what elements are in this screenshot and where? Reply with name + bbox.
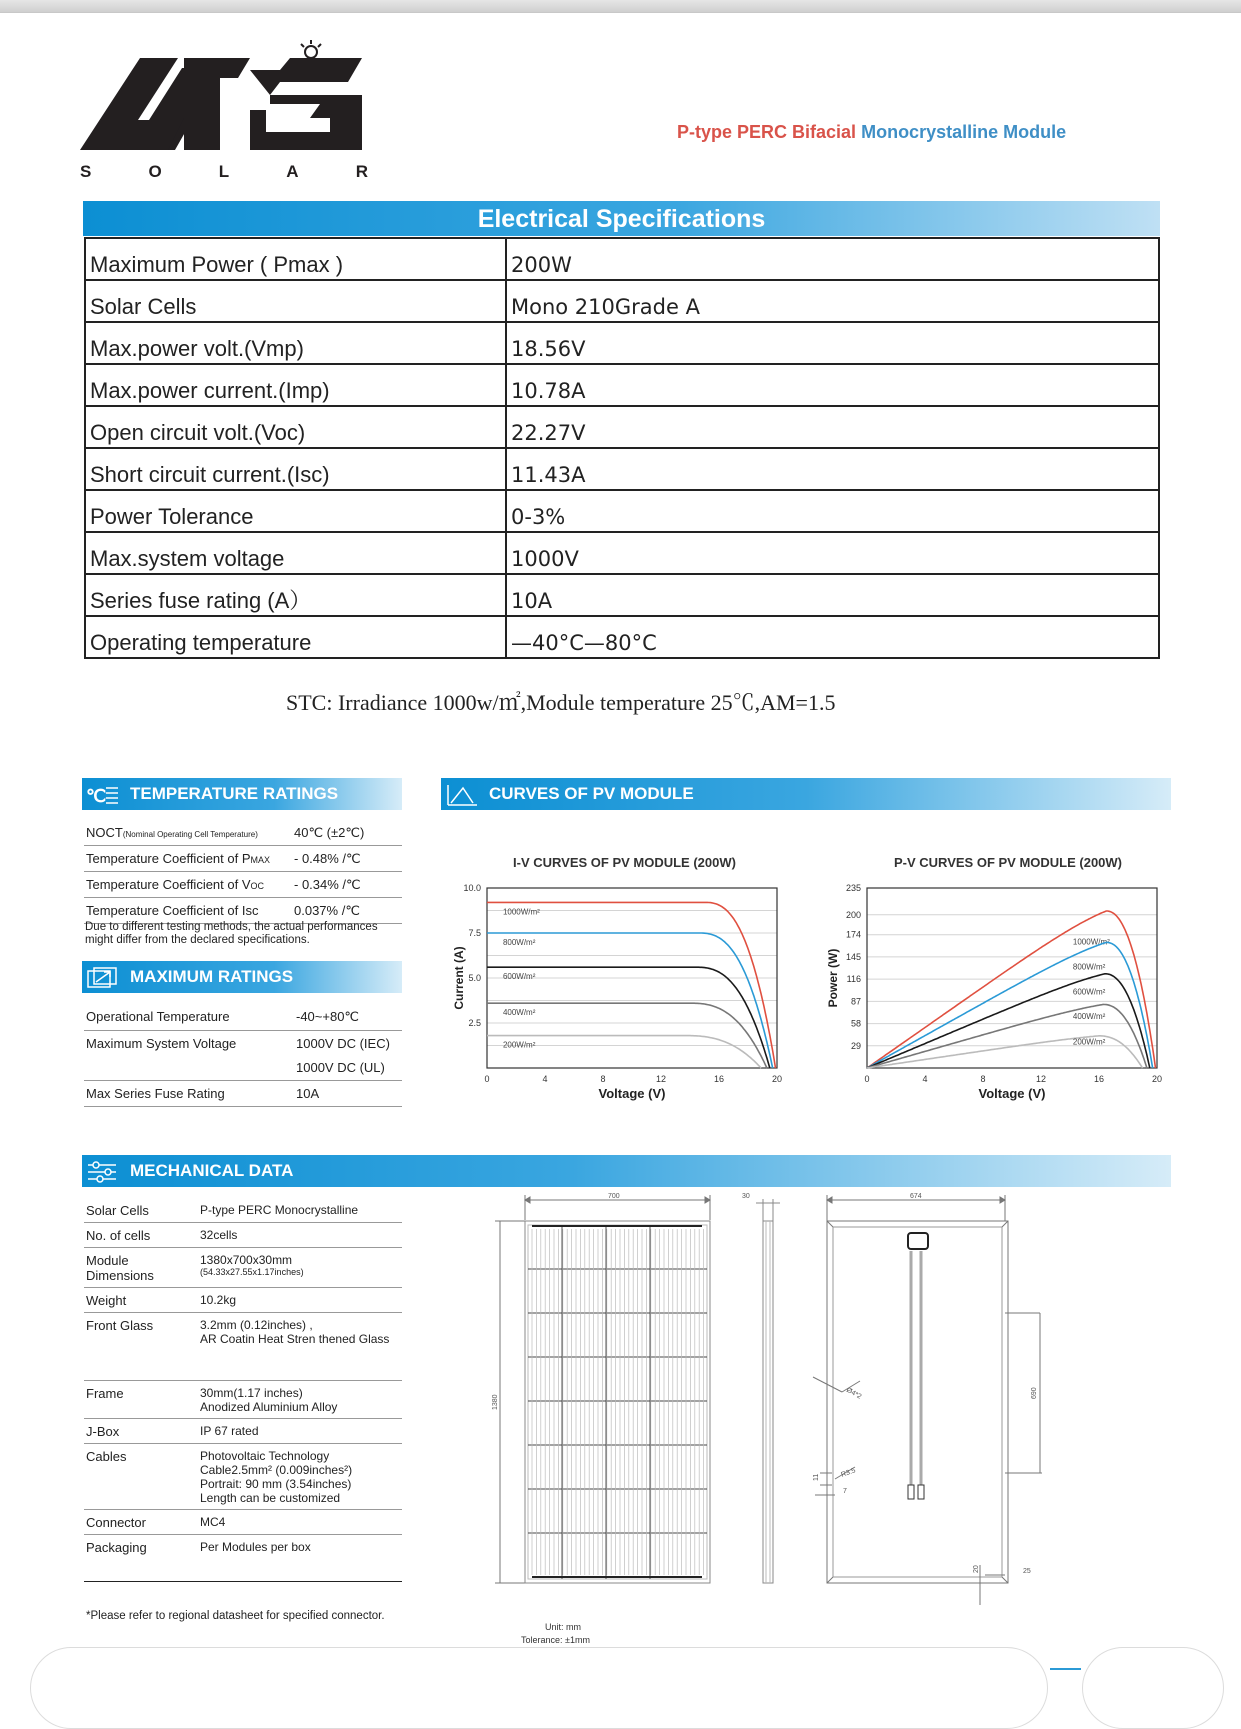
spec-value: 0-3% bbox=[506, 490, 1159, 532]
spec-row bbox=[85, 616, 1159, 658]
tagline-letter: A bbox=[286, 162, 299, 181]
temperature-value: 0.037% /℃ bbox=[294, 903, 360, 918]
maximum-ratings-header bbox=[82, 961, 402, 993]
spec-label: Maximum Power ( Pmax ) bbox=[85, 238, 506, 280]
temperature-value: 40℃ (±2℃) bbox=[294, 825, 365, 840]
mechanical-row bbox=[84, 1444, 402, 1510]
spec-value: 10.78A bbox=[506, 364, 1159, 406]
series-label: 400W/m² bbox=[1072, 1012, 1106, 1022]
temperature-ratings-header bbox=[82, 778, 402, 810]
spec-row bbox=[85, 238, 1159, 280]
mechanical-value-line: 10.2kg bbox=[200, 1293, 237, 1307]
spec-label: Short circuit current.(Isc) bbox=[85, 448, 506, 490]
mechanical-value-line: 30mm(1.17 inches) bbox=[200, 1386, 303, 1400]
y-tick-label: 145 bbox=[845, 951, 861, 962]
spec-label: Operating temperature bbox=[85, 616, 506, 658]
spec-label: Power Tolerance bbox=[85, 490, 506, 532]
y-axis-label: Current (A) bbox=[452, 946, 466, 1010]
mechanical-value bbox=[200, 1203, 404, 1218]
mechanical-value-line: 32cells bbox=[200, 1228, 238, 1242]
mechanical-value-line: 3.2mm (0.12inches) , bbox=[200, 1318, 313, 1332]
temperature-row bbox=[84, 846, 402, 872]
mechanical-value-line: Per Modules per box bbox=[200, 1540, 311, 1554]
spec-row bbox=[85, 532, 1159, 574]
mechanical-value bbox=[200, 1449, 404, 1505]
spec-value: 1000V bbox=[506, 532, 1159, 574]
temperature-ratings-title: TEMPERATURE RATINGS bbox=[130, 784, 339, 803]
spec-label: Max.power current.(Imp) bbox=[85, 364, 506, 406]
maximum-ratings-list bbox=[84, 1004, 402, 1107]
mechanical-row bbox=[84, 1198, 402, 1223]
spec-row bbox=[85, 574, 1159, 616]
series-label: 800W/m² bbox=[1072, 962, 1106, 972]
series-label: 600W/m² bbox=[502, 972, 536, 982]
series-line-600 bbox=[487, 967, 770, 1068]
dim-25-label: 25 bbox=[1023, 1568, 1031, 1575]
spec-row bbox=[85, 364, 1159, 406]
dim-back-width-label: 674 bbox=[910, 1193, 922, 1200]
spec-value: —40°C—80°C bbox=[506, 616, 1159, 658]
x-tick-label: 12 bbox=[1035, 1074, 1047, 1084]
mechanical-value-line: Portrait: 90 mm (3.54inches) bbox=[200, 1477, 352, 1491]
mechanical-value bbox=[200, 1386, 404, 1414]
maximum-ratings-title: MAXIMUM RATINGS bbox=[130, 967, 294, 986]
mechanical-value-line: 1380x700x30mm bbox=[200, 1253, 293, 1267]
x-tick-label: 16 bbox=[713, 1074, 725, 1084]
y-tick-label: 58 bbox=[850, 1018, 861, 1029]
mechanical-label: Packaging bbox=[86, 1540, 147, 1555]
bottom-accent-line bbox=[1050, 1668, 1081, 1670]
svg-text:℃: ℃ bbox=[86, 785, 107, 806]
spec-value: 18.56V bbox=[506, 322, 1159, 364]
maximum-value bbox=[296, 1009, 359, 1025]
mechanical-label: Solar Cells bbox=[86, 1203, 149, 1218]
dim-20-label: 20 bbox=[973, 1565, 980, 1573]
mechanical-label: J-Box bbox=[86, 1424, 120, 1439]
pv-chart-title: P-V CURVES OF PV MODULE (200W) bbox=[894, 855, 1123, 870]
stc-note: STC: Irradiance 1000w/㎡,Module temperature 25℃,AM=1.5 bbox=[286, 690, 836, 715]
curves-title: CURVES OF PV MODULE bbox=[489, 784, 694, 803]
temperature-note: Due to different testing methods, the actual performances might differ from the declared specifications. bbox=[85, 921, 378, 946]
maximum-label: Operational Temperature bbox=[86, 1009, 230, 1024]
sliders-icon bbox=[86, 1159, 120, 1185]
mechanical-value-line: IP 67 rated bbox=[200, 1424, 259, 1438]
series-label: 1000W/m² bbox=[502, 907, 540, 917]
mechanical-row bbox=[84, 1248, 402, 1288]
dim-depth-label: 30 bbox=[742, 1193, 750, 1200]
module-drawing bbox=[480, 1185, 1060, 1655]
y-tick-label: 116 bbox=[846, 974, 861, 985]
x-tick-label: 0 bbox=[864, 1074, 870, 1084]
temperature-label-text: NOCT bbox=[86, 825, 123, 840]
series-label: 200W/m² bbox=[1072, 1037, 1106, 1047]
mechanical-row bbox=[84, 1510, 402, 1535]
temperature-label-text: Temperature Coefficient of V bbox=[86, 877, 251, 892]
y-tick-label: 7.5 bbox=[468, 928, 481, 938]
tagline-letter: L bbox=[218, 162, 230, 181]
spec-label: Open circuit volt.(Voc) bbox=[85, 406, 506, 448]
spec-label: Series fuse rating (A） bbox=[85, 574, 506, 616]
y-tick-label: 29 bbox=[850, 1040, 861, 1051]
x-axis-label: Voltage (V) bbox=[598, 1086, 666, 1101]
product-subtitle bbox=[677, 122, 1066, 143]
spec-value: 200W bbox=[506, 238, 1159, 280]
mechanical-value-line: Length can be customized bbox=[200, 1491, 341, 1505]
mechanical-value bbox=[200, 1515, 404, 1530]
y-tick-label: 174 bbox=[845, 929, 861, 940]
thermometer-icon bbox=[86, 782, 120, 808]
dim-hole-label: Ø4*2 bbox=[845, 1386, 863, 1401]
electrical-specs-header: Electrical Specifications bbox=[83, 201, 1160, 236]
temperature-label bbox=[86, 825, 294, 841]
drawing-unit: Unit: mm bbox=[545, 1622, 581, 1632]
series-label: 200W/m² bbox=[502, 1040, 536, 1050]
mechanical-label: Frame bbox=[86, 1386, 124, 1401]
mechanical-value-line: MC4 bbox=[200, 1515, 226, 1529]
mechanical-row bbox=[84, 1223, 402, 1248]
y-tick-label: 235 bbox=[845, 883, 861, 893]
pv-chart bbox=[808, 880, 1188, 1110]
maximum-value-line: 1000V DC (IEC) bbox=[296, 1036, 390, 1051]
curve-icon bbox=[445, 782, 479, 808]
mechanical-label: Module Dimensions bbox=[86, 1253, 154, 1283]
temperature-value: - 0.48% /℃ bbox=[294, 851, 361, 866]
mechanical-value bbox=[200, 1424, 404, 1439]
spec-row bbox=[85, 322, 1159, 364]
maximum-row bbox=[84, 1004, 402, 1031]
y-axis-label: Power (W) bbox=[826, 948, 840, 1008]
tagline-letter: R bbox=[355, 162, 368, 181]
maximum-value-line: 10A bbox=[296, 1086, 320, 1101]
x-tick-label: 16 bbox=[1093, 1074, 1105, 1084]
mechanical-value-line: (54.33x27.55x1.17inches) bbox=[200, 1267, 304, 1277]
spec-label: Solar Cells bbox=[85, 280, 506, 322]
temperature-label-text: Temperature Coefficient of P bbox=[86, 851, 251, 866]
spec-value: Mono 210Grade A bbox=[506, 280, 1159, 322]
electrical-specs-table bbox=[84, 237, 1160, 659]
spec-row bbox=[85, 280, 1159, 322]
y-tick-label: 87 bbox=[850, 996, 861, 1007]
mechanical-footnote: *Please refer to regional datasheet for specified connector. bbox=[86, 1610, 385, 1622]
x-tick-label: 4 bbox=[542, 1074, 548, 1084]
maximum-value-line: -40~+80℃ bbox=[296, 1009, 360, 1024]
temperature-value: - 0.34% /℃ bbox=[294, 877, 361, 892]
mechanical-label: No. of cells bbox=[86, 1228, 151, 1243]
back-view bbox=[813, 1195, 1042, 1605]
series-label: 600W/m² bbox=[1072, 987, 1106, 997]
x-tick-label: 8 bbox=[980, 1074, 986, 1084]
mechanical-label: Front Glass bbox=[86, 1318, 154, 1333]
mechanical-value bbox=[200, 1318, 404, 1376]
mechanical-data-title: MECHANICAL DATA bbox=[130, 1161, 294, 1180]
series-label: 800W/m² bbox=[502, 938, 536, 947]
x-tick-label: 20 bbox=[1151, 1074, 1163, 1084]
x-tick-label: 0 bbox=[484, 1074, 490, 1084]
mechanical-value-line: Cable2.5mm² (0.009inches²) bbox=[200, 1463, 353, 1477]
mechanical-value-line: Anodized Aluminium Alloy bbox=[200, 1400, 338, 1414]
spec-row bbox=[85, 448, 1159, 490]
dim-height-label: 1380 bbox=[492, 1394, 499, 1410]
x-axis-label: Voltage (V) bbox=[978, 1086, 1046, 1101]
temperature-label-text: Temperature Coefficient of Isc bbox=[86, 903, 259, 918]
bottom-panel[interactable] bbox=[30, 1647, 1048, 1729]
series-label: 400W/m² bbox=[502, 1008, 536, 1018]
subtitle-blue: Monocrystalline Module bbox=[861, 122, 1067, 142]
y-tick-label: 2.5 bbox=[468, 1018, 481, 1028]
iv-chart bbox=[430, 880, 800, 1110]
x-tick-label: 4 bbox=[922, 1074, 928, 1084]
mechanical-divider bbox=[84, 1581, 402, 1582]
series-line-600 bbox=[867, 974, 1150, 1068]
temperature-row bbox=[84, 820, 402, 846]
maximum-value-line: 1000V DC (UL) bbox=[296, 1060, 385, 1075]
browser-top-bar bbox=[0, 0, 1241, 13]
temperature-label-sub: (Nominal Operating Cell Temperature) bbox=[122, 830, 258, 839]
mechanical-value bbox=[200, 1293, 404, 1308]
spec-label: Max.system voltage bbox=[85, 532, 506, 574]
spec-value: 10A bbox=[506, 574, 1159, 616]
temperature-label bbox=[86, 877, 294, 893]
maximum-label: Max Series Fuse Rating bbox=[86, 1086, 225, 1101]
maximum-row bbox=[84, 1031, 402, 1081]
drawing-tolerance: Tolerance: ±1mm bbox=[521, 1635, 590, 1645]
mechanical-value bbox=[200, 1253, 404, 1283]
iv-chart-title: I-V CURVES OF PV MODULE (200W) bbox=[513, 855, 736, 870]
dim-7-label: 7 bbox=[843, 1488, 847, 1495]
mechanical-label: Weight bbox=[86, 1293, 127, 1308]
mechanical-label: Cables bbox=[86, 1449, 127, 1464]
mechanical-data-header bbox=[82, 1155, 1171, 1187]
temperature-label bbox=[86, 851, 294, 867]
mechanical-value-line: Photovoltaic Technology bbox=[200, 1449, 330, 1463]
temperature-label-sub: MAX bbox=[250, 855, 271, 865]
tagline-letter: O bbox=[148, 162, 162, 181]
tagline-letter: S bbox=[80, 162, 92, 181]
mechanical-value-line: AR Coatin Heat Stren thened Glass bbox=[200, 1332, 390, 1346]
temperature-ratings-list bbox=[84, 820, 402, 924]
spec-label: Max.power volt.(Vmp) bbox=[85, 322, 506, 364]
logo-tagline bbox=[80, 162, 368, 182]
subtitle-red: P-type PERC Bifacial bbox=[677, 122, 857, 142]
y-tick-label: 200 bbox=[845, 909, 861, 920]
mechanical-row bbox=[84, 1288, 402, 1313]
dim-11-label: 11 bbox=[813, 1473, 820, 1481]
mechanical-row bbox=[84, 1535, 402, 1581]
temperature-row bbox=[84, 872, 402, 898]
series-label: 1000W/m² bbox=[1072, 937, 1110, 947]
spec-value: 22.27V bbox=[506, 406, 1159, 448]
mechanical-label: Connector bbox=[86, 1515, 146, 1530]
dim-mount-label: 690 bbox=[1031, 1387, 1038, 1399]
bottom-side-panel[interactable] bbox=[1082, 1647, 1224, 1729]
x-tick-label: 12 bbox=[655, 1074, 667, 1084]
mechanical-value bbox=[200, 1540, 404, 1555]
chart-arrow-icon bbox=[86, 965, 120, 991]
temperature-label bbox=[86, 903, 294, 919]
temperature-label-sub: OC bbox=[250, 881, 265, 891]
x-tick-label: 20 bbox=[771, 1074, 783, 1084]
maximum-value bbox=[296, 1086, 319, 1101]
spec-value: 11.43A bbox=[506, 448, 1159, 490]
maximum-row bbox=[84, 1081, 402, 1107]
spec-row bbox=[85, 490, 1159, 532]
mechanical-value-line: P-type PERC Monocrystalline bbox=[200, 1203, 359, 1217]
curves-header bbox=[441, 778, 1171, 810]
mechanical-row bbox=[84, 1419, 402, 1444]
maximum-label: Maximum System Voltage bbox=[86, 1036, 237, 1051]
y-tick-label: 10.0 bbox=[463, 883, 481, 893]
x-tick-label: 8 bbox=[600, 1074, 606, 1084]
mechanical-row bbox=[84, 1381, 402, 1419]
maximum-value bbox=[296, 1036, 390, 1075]
dim-radius-label: R3.5 bbox=[840, 1467, 857, 1479]
spec-row bbox=[85, 406, 1159, 448]
mechanical-value bbox=[200, 1228, 404, 1243]
y-tick-label: 5.0 bbox=[468, 973, 481, 983]
side-view bbox=[756, 1199, 780, 1583]
dim-width-label: 700 bbox=[608, 1193, 620, 1200]
mechanical-data-list bbox=[84, 1198, 402, 1582]
mechanical-row bbox=[84, 1313, 402, 1381]
